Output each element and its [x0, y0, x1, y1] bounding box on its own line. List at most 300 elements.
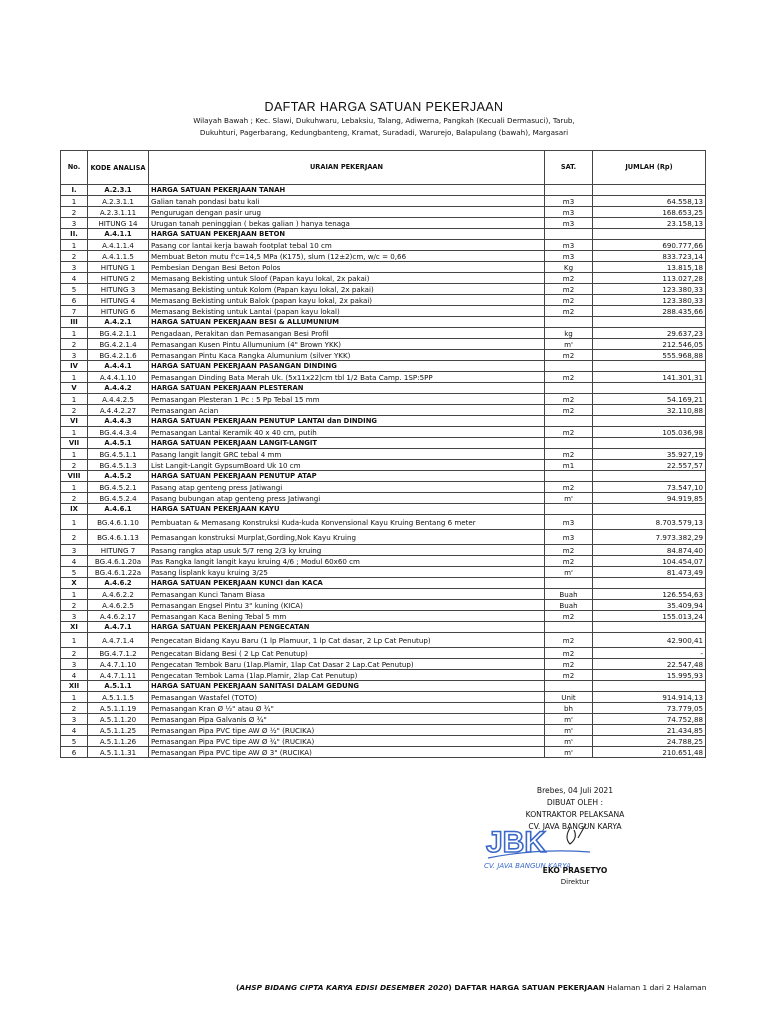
row-sat: Unit	[545, 692, 593, 703]
table-row	[61, 515, 706, 530]
row-jumlah	[593, 317, 706, 328]
section-row	[61, 504, 706, 515]
signature-role: KONTRAKTOR PELAKSANA	[525, 810, 625, 819]
row-sat: m2	[545, 284, 593, 295]
row-uraian: Pemasangan Kaca Bening Tebal 5 mm	[149, 611, 545, 622]
row-no: 1	[61, 240, 88, 251]
section-row	[61, 317, 706, 328]
row-jumlah: 94.919,85	[593, 493, 706, 504]
row-kode: A.4.7.1.10	[88, 659, 149, 670]
row-jumlah	[593, 229, 706, 240]
row-uraian: Pemasangan Plesteran 1 Pc : 5 Pp Tebal 15 mm	[149, 394, 545, 405]
row-sat: m2	[545, 372, 593, 383]
row-uraian: HARGA SATUAN PEKERJAAN KUNCI dan KACA	[149, 578, 545, 589]
row-no: 1	[61, 394, 88, 405]
row-kode: A.4.4.3	[88, 416, 149, 427]
row-sat: m3	[545, 251, 593, 262]
row-sat: m2	[545, 449, 593, 460]
signature-made-by: DIBUAT OLEH :	[546, 798, 604, 807]
row-sat	[545, 383, 593, 394]
row-sat: m3	[545, 240, 593, 251]
row-uraian: Pemasangan Pipa Galvanis Ø ¾"	[149, 714, 545, 725]
signature-position: Direktur	[560, 878, 590, 886]
row-kode: A.2.3.1.11	[88, 207, 149, 218]
table-row	[61, 306, 706, 317]
row-sat: m2	[545, 659, 593, 670]
row-kode: A.2.3.1.1	[88, 196, 149, 207]
row-jumlah: 123.380,33	[593, 295, 706, 306]
table-row	[61, 449, 706, 460]
row-kode: A.4.6.2.5	[88, 600, 149, 611]
row-sat: m2	[545, 350, 593, 361]
page-title: DAFTAR HARGA SATUAN PEKERJAAN	[264, 100, 504, 114]
row-jumlah	[593, 578, 706, 589]
row-kode: BG.4.7.1.2	[88, 648, 149, 659]
signature-company: CV. JAVA BANGUN KARYA	[528, 822, 622, 831]
row-sat: m2	[545, 427, 593, 438]
row-kode: BG.4.4.3.4	[88, 427, 149, 438]
row-jumlah: 84.874,40	[593, 545, 706, 556]
row-no: X	[61, 578, 88, 589]
row-uraian: Pemasangan Pipa PVC tipe AW Ø ¾" (RUCIKA)	[149, 736, 545, 747]
table-row	[61, 284, 706, 295]
row-kode: A.5.1.1	[88, 681, 149, 692]
row-no: VIII	[61, 471, 88, 482]
row-sat: m2	[545, 556, 593, 567]
row-kode: A.4.6.2.2	[88, 589, 149, 600]
row-no: 1	[61, 449, 88, 460]
row-jumlah: 42.900,41	[593, 633, 706, 648]
row-uraian: HARGA SATUAN PEKERJAAN TANAH	[149, 185, 545, 196]
row-no: XI	[61, 622, 88, 633]
table-row	[61, 600, 706, 611]
row-jumlah: 81.473,49	[593, 567, 706, 578]
row-jumlah	[593, 504, 706, 515]
row-sat: m1	[545, 460, 593, 471]
table-row	[61, 350, 706, 361]
page-footer	[236, 983, 706, 992]
row-jumlah: 168.653,25	[593, 207, 706, 218]
row-jumlah: 104.454,07	[593, 556, 706, 567]
row-jumlah: 8.703.579,13	[593, 515, 706, 530]
row-no: 4	[61, 273, 88, 284]
row-jumlah: 210.651,48	[593, 747, 706, 758]
row-sat: m2	[545, 394, 593, 405]
row-sat	[545, 185, 593, 196]
table-row	[61, 567, 706, 578]
table-row	[61, 611, 706, 622]
row-jumlah: 15.995,93	[593, 670, 706, 681]
row-jumlah: 7.973.382,29	[593, 530, 706, 545]
row-jumlah: 22.557,57	[593, 460, 706, 471]
row-uraian: Pemasangan Engsel Pintu 3" kuning (KICA)	[149, 600, 545, 611]
row-kode: A.4.2.1	[88, 317, 149, 328]
row-jumlah: 555.968,88	[593, 350, 706, 361]
table-row	[61, 427, 706, 438]
row-kode: A.4.6.2	[88, 578, 149, 589]
row-kode: A.4.1.1	[88, 229, 149, 240]
subtitle-line-2: Dukuhturi, Pagerbarang, Kedungbanteng, Kramat, Suradadi, Warurejo, Balapulang (bawah), Margasari	[199, 128, 569, 137]
row-uraian: Urugan tanah peninggian ( bekas galian ) hanya tenaga	[149, 218, 545, 229]
table-row	[61, 240, 706, 251]
row-sat: m2	[545, 295, 593, 306]
row-jumlah: 212.546,05	[593, 339, 706, 350]
row-sat: m'	[545, 567, 593, 578]
table-row	[61, 703, 706, 714]
table-row	[61, 670, 706, 681]
row-no: 1	[61, 515, 88, 530]
row-sat	[545, 471, 593, 482]
row-jumlah: 833.723,14	[593, 251, 706, 262]
row-kode: BG.4.5.2.4	[88, 493, 149, 504]
row-no: 3	[61, 659, 88, 670]
section-row	[61, 438, 706, 449]
row-sat	[545, 504, 593, 515]
table-row	[61, 328, 706, 339]
row-jumlah	[593, 622, 706, 633]
row-jumlah: 73.779,05	[593, 703, 706, 714]
row-sat: m'	[545, 714, 593, 725]
row-no: 2	[61, 207, 88, 218]
row-kode: BG.4.2.1.1	[88, 328, 149, 339]
row-no: 4	[61, 670, 88, 681]
row-uraian: Pasang langit langit GRC tebal 4 mm	[149, 449, 545, 460]
row-uraian: Pas Rangka langit langit kayu kruing 4/6 ; Modul 60x60 cm	[149, 556, 545, 567]
row-jumlah: 64.558,13	[593, 196, 706, 207]
row-uraian: Membuat Beton mutu f'c=14,5 MPa (K175), slum (12±2)cm, w/c = 0,66	[149, 251, 545, 262]
row-jumlah: 35.927,19	[593, 449, 706, 460]
row-kode: BG.4.6.1.20a	[88, 556, 149, 567]
row-kode: HITUNG 7	[88, 545, 149, 556]
footer-open: (	[236, 983, 240, 992]
row-kode: BG.4.2.1.4	[88, 339, 149, 350]
row-no: 2	[61, 493, 88, 504]
row-uraian: Pemasangan Wastafel (TOTO)	[149, 692, 545, 703]
row-sat: m2	[545, 670, 593, 681]
row-sat	[545, 229, 593, 240]
row-jumlah: 54.169,21	[593, 394, 706, 405]
row-no: 3	[61, 545, 88, 556]
table-row	[61, 196, 706, 207]
row-jumlah: 126.554,63	[593, 589, 706, 600]
row-sat	[545, 438, 593, 449]
table-row	[61, 556, 706, 567]
section-row	[61, 578, 706, 589]
row-no: VII	[61, 438, 88, 449]
row-no: 3	[61, 611, 88, 622]
header-jumlah: JUMLAH (Rp)	[593, 151, 706, 185]
row-uraian: Pasang atap genteng press Jatiwangi	[149, 482, 545, 493]
row-no: 3	[61, 350, 88, 361]
row-no: 1	[61, 372, 88, 383]
row-kode: A.4.5.1	[88, 438, 149, 449]
row-no: 2	[61, 460, 88, 471]
row-jumlah: 914.914,13	[593, 692, 706, 703]
row-uraian: HARGA SATUAN PEKERJAAN BETON	[149, 229, 545, 240]
header-sat: SAT.	[545, 151, 593, 185]
row-uraian: Pasang rangka atap usuk 5/7 reng 2/3 ky kruing	[149, 545, 545, 556]
row-jumlah: 123.380,33	[593, 284, 706, 295]
table-header-row	[61, 151, 706, 185]
row-no: 6	[61, 747, 88, 758]
section-row	[61, 681, 706, 692]
row-sat: m'	[545, 747, 593, 758]
row-uraian: Pembuatan & Memasang Konstruksi Kuda-kuda Konvensional Kayu Kruing Bentang 6 meter	[149, 515, 545, 530]
row-uraian: Pemasangan konstruksi Murplat,Gording,Nok Kayu Kruing	[149, 530, 545, 545]
row-uraian: Memasang Bekisting untuk Kolom (Papan kayu lokal, 2x pakai)	[149, 284, 545, 295]
header-kode: KODE ANALISA	[88, 151, 149, 185]
table-row	[61, 339, 706, 350]
svg-text:CV. JAVA BANGUN KARYA: CV. JAVA BANGUN KARYA	[484, 862, 571, 870]
row-jumlah	[593, 438, 706, 449]
row-jumlah: 74.752,88	[593, 714, 706, 725]
row-kode: A.4.4.2.5	[88, 394, 149, 405]
row-no: III	[61, 317, 88, 328]
row-kode: A.4.7.1.11	[88, 670, 149, 681]
row-uraian: Pengecatan Bidang Besi ( 2 Lp Cat Penutup)	[149, 648, 545, 659]
row-sat	[545, 317, 593, 328]
row-no: 1	[61, 633, 88, 648]
signature-place-date: Brebes, 04 Juli 2021	[536, 786, 614, 795]
header-uraian: URAIAN PEKERJAAN	[149, 151, 545, 185]
table-row	[61, 659, 706, 670]
svg-text:JBK: JBK	[486, 826, 547, 859]
row-kode: A.4.4.1	[88, 361, 149, 372]
row-kode: A.4.7.1.4	[88, 633, 149, 648]
row-sat	[545, 578, 593, 589]
row-jumlah	[593, 416, 706, 427]
row-uraian: Pemasangan Kusen Pintu Allumunium (4" Brown YKK)	[149, 339, 545, 350]
row-jumlah	[593, 471, 706, 482]
row-no: 2	[61, 600, 88, 611]
row-jumlah	[593, 185, 706, 196]
price-table	[60, 150, 706, 758]
row-jumlah: 22.547,48	[593, 659, 706, 670]
row-uraian: HARGA SATUAN PEKERJAAN BESI & ALLUMUNIUM	[149, 317, 545, 328]
row-uraian: HARGA SATUAN PEKERJAAN PLESTERAN	[149, 383, 545, 394]
row-jumlah: 141.301,31	[593, 372, 706, 383]
row-uraian: List Langit-Langit GypsumBoard Uk 10 cm	[149, 460, 545, 471]
row-kode: A.2.3.1	[88, 185, 149, 196]
row-no: 1	[61, 482, 88, 493]
row-kode: A.4.4.1.10	[88, 372, 149, 383]
row-jumlah: 23.158,13	[593, 218, 706, 229]
table-row	[61, 372, 706, 383]
row-no: 4	[61, 725, 88, 736]
header-no: No.	[61, 151, 88, 185]
row-kode: A.4.1.1.5	[88, 251, 149, 262]
row-sat: m3	[545, 207, 593, 218]
row-sat: m2	[545, 545, 593, 556]
table-row	[61, 493, 706, 504]
table-row	[61, 648, 706, 659]
row-no: 2	[61, 251, 88, 262]
row-kode: BG.4.2.1.6	[88, 350, 149, 361]
row-uraian: Pemasangan Kran Ø ½" atau Ø ¾"	[149, 703, 545, 714]
row-no: 1	[61, 692, 88, 703]
row-jumlah: 21.434,85	[593, 725, 706, 736]
row-kode: BG.4.5.1.3	[88, 460, 149, 471]
section-row	[61, 622, 706, 633]
row-no: IV	[61, 361, 88, 372]
row-jumlah: 690.777,66	[593, 240, 706, 251]
row-uraian: Pembesian Dengan Besi Beton Polos	[149, 262, 545, 273]
table-row	[61, 589, 706, 600]
row-uraian: Pengecatan Tembok Baru (1lap.Plamir, 1lap Cat Dasar 2 Lap.Cat Penutup)	[149, 659, 545, 670]
section-row	[61, 383, 706, 394]
row-no: IX	[61, 504, 88, 515]
row-kode: A.4.6.2.17	[88, 611, 149, 622]
table-row	[61, 295, 706, 306]
row-kode: HITUNG 4	[88, 295, 149, 306]
row-no: 2	[61, 405, 88, 416]
row-jumlah: 29.637,23	[593, 328, 706, 339]
table-row	[61, 633, 706, 648]
footer-close: )	[448, 983, 452, 992]
row-kode: A.5.1.1.19	[88, 703, 149, 714]
section-row	[61, 185, 706, 196]
row-jumlah: 105.036,98	[593, 427, 706, 438]
row-sat: m2	[545, 273, 593, 284]
row-uraian: Memasang Bekisting untuk Lantai (papan kayu lokal)	[149, 306, 545, 317]
row-no: 3	[61, 714, 88, 725]
row-kode: A.5.1.1.5	[88, 692, 149, 703]
row-sat	[545, 681, 593, 692]
table-row	[61, 405, 706, 416]
row-sat: kg	[545, 328, 593, 339]
row-sat: m2	[545, 611, 593, 622]
row-jumlah: 13.815,18	[593, 262, 706, 273]
row-uraian: HARGA SATUAN PEKERJAAN LANGIT-LANGIT	[149, 438, 545, 449]
row-uraian: Pengecatan Bidang Kayu Baru (1 lp Plamuur, 1 lp Cat dasar, 2 Lp Cat Penutup)	[149, 633, 545, 648]
row-sat: m'	[545, 493, 593, 504]
row-kode: A.5.1.1.25	[88, 725, 149, 736]
row-sat: m'	[545, 725, 593, 736]
row-uraian: HARGA SATUAN PEKERJAAN SANITASI DALAM GEDUNG	[149, 681, 545, 692]
row-sat: m'	[545, 339, 593, 350]
row-kode: A.5.1.1.20	[88, 714, 149, 725]
row-kode: HITUNG 1	[88, 262, 149, 273]
row-kode: A.4.6.1	[88, 504, 149, 515]
row-no: II.	[61, 229, 88, 240]
row-kode: A.4.4.2	[88, 383, 149, 394]
row-uraian: HARGA SATUAN PEKERJAAN PASANGAN DINDING	[149, 361, 545, 372]
row-sat	[545, 361, 593, 372]
table-row	[61, 545, 706, 556]
row-uraian: Memasang Bekisting untuk Sloof (Papan kayu lokal, 2x pakai)	[149, 273, 545, 284]
footer-title: DAFTAR HARGA SATUAN PEKERJAAN	[451, 983, 605, 992]
table-row	[61, 218, 706, 229]
row-no: XII	[61, 681, 88, 692]
row-no: 3	[61, 262, 88, 273]
row-jumlah: 32.110,88	[593, 405, 706, 416]
row-sat	[545, 416, 593, 427]
section-row	[61, 471, 706, 482]
table-row	[61, 251, 706, 262]
row-no: 5	[61, 567, 88, 578]
table-row	[61, 273, 706, 284]
row-jumlah: 155.013,24	[593, 611, 706, 622]
row-uraian: HARGA SATUAN PEKERJAAN PENGECATAN	[149, 622, 545, 633]
row-no: 5	[61, 284, 88, 295]
table-body	[61, 185, 706, 758]
row-uraian: Pemasangan Acian	[149, 405, 545, 416]
row-kode: BG.4.6.1.10	[88, 515, 149, 530]
row-jumlah: 73.547,10	[593, 482, 706, 493]
row-sat	[545, 622, 593, 633]
table-row	[61, 747, 706, 758]
table-row	[61, 482, 706, 493]
row-sat: m3	[545, 515, 593, 530]
footer-source: AHSP BIDANG CIPTA KARYA EDISI DESEMBER 2020	[239, 983, 449, 992]
row-kode: A.4.5.2	[88, 471, 149, 482]
row-no: 7	[61, 306, 88, 317]
row-jumlah	[593, 681, 706, 692]
section-row	[61, 361, 706, 372]
row-uraian: Pasang bubungan atap genteng press Jatiwangi	[149, 493, 545, 504]
table-row	[61, 530, 706, 545]
subtitle-line-1: Wilayah Bawah ; Kec. Slawi, Dukuhwaru, Lebaksiu, Talang, Adiwerna, Pangkah (Kecuali Dermasuci), Tarub,	[193, 116, 575, 125]
table-row	[61, 394, 706, 405]
row-sat: m3	[545, 196, 593, 207]
row-no: 5	[61, 736, 88, 747]
row-uraian: Pemasangan Pipa PVC tipe AW Ø ½" (RUCIKA)	[149, 725, 545, 736]
section-row	[61, 416, 706, 427]
row-kode: BG.4.6.1.22a	[88, 567, 149, 578]
row-uraian: Memasang Bekisting untuk Balok (papan kayu lokal, 2x pakai)	[149, 295, 545, 306]
row-uraian: Pasang lisplank kayu kruing 3/25	[149, 567, 545, 578]
row-kode: HITUNG 2	[88, 273, 149, 284]
row-sat: m2	[545, 648, 593, 659]
row-no: 1	[61, 589, 88, 600]
row-sat: m2	[545, 405, 593, 416]
signature-name: EKO PRASETYO	[542, 866, 608, 875]
section-row	[61, 229, 706, 240]
row-uraian: Pemasangan Pipa PVC tipe AW Ø 3" (RUCIKA)	[149, 747, 545, 758]
row-kode: A.4.4.2.27	[88, 405, 149, 416]
row-no: 4	[61, 556, 88, 567]
row-sat: m2	[545, 306, 593, 317]
row-no: 2	[61, 530, 88, 545]
row-uraian: HARGA SATUAN PEKERJAAN PENUTUP LANTAI dan DINDING	[149, 416, 545, 427]
row-no: 1	[61, 427, 88, 438]
row-jumlah	[593, 361, 706, 372]
row-uraian: Pemasangan Lantai Keramik 40 x 40 cm, putih	[149, 427, 545, 438]
row-sat: m3	[545, 530, 593, 545]
row-kode: BG.4.5.1.1	[88, 449, 149, 460]
row-uraian: Pengurugan dengan pasir urug	[149, 207, 545, 218]
row-no: I.	[61, 185, 88, 196]
row-uraian: Pemasangan Pintu Kaca Rangka Alumunium (silver YKK)	[149, 350, 545, 361]
row-kode: BG.4.5.2.1	[88, 482, 149, 493]
row-uraian: Pemasangan Dinding Bata Merah Uk. (5x11x22)cm tbl 1/2 Bata Camp. 1SP:5PP	[149, 372, 545, 383]
table-row	[61, 207, 706, 218]
row-uraian: Pasang cor lantai kerja bawah footplat tebal 10 cm	[149, 240, 545, 251]
row-uraian: Pemasangan Kunci Tanam Biasa	[149, 589, 545, 600]
row-sat: Buah	[545, 589, 593, 600]
row-sat: m3	[545, 218, 593, 229]
row-kode: HITUNG 3	[88, 284, 149, 295]
row-no: 2	[61, 339, 88, 350]
row-uraian: Pengecatan Tembok Lama (1lap.Plamir, 2lap Cat Penutup)	[149, 670, 545, 681]
row-sat: m2	[545, 482, 593, 493]
table-row	[61, 262, 706, 273]
row-jumlah	[593, 383, 706, 394]
row-no: 1	[61, 196, 88, 207]
row-kode: A.5.1.1.31	[88, 747, 149, 758]
row-sat: m2	[545, 633, 593, 648]
row-jumlah: 113.027,28	[593, 273, 706, 284]
